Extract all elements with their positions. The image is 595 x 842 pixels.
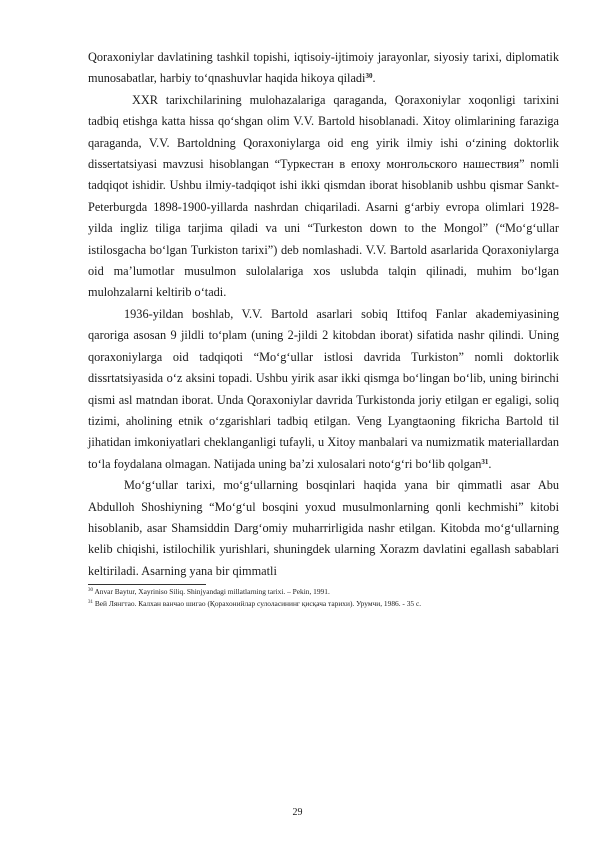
paragraph-4: [88, 475, 559, 582]
paragraph-3: [88, 304, 559, 475]
footnote-number: 31: [88, 599, 93, 605]
footnote-text: Вей Лянгтао. Калхан ванчао шигао (Қорахонийлар сулоласининг қисқача тарихи). Урумчи, 1986. - 35 с.: [93, 598, 422, 608]
footnote-30: [88, 586, 559, 598]
paragraph-tail: .: [372, 71, 376, 86]
paragraph-1: [88, 47, 559, 90]
paragraph-text: Mo‘g‘ullar tarixi, mo‘g‘ullarning bosqinlari haqida yana bir qimmatli asar Abu Abdulloh Shoshiyning “Mo‘g‘ul bosqini yoxud musulmonlarning qonli kechmishi” kitobi hisoblanib, asar Shamsiddin Darg‘omiy muharrirligida nashr etilgan. Kitobda mo‘g‘ullarning kelib chiqishi, istilochilik yurishlari, shuningdek ularning Xorazm davlatini egallash sabablari keltiriladi. Asarning yana bir qimmatli: [88, 478, 559, 578]
footnote-ref-30[interactable]: 30: [365, 72, 373, 81]
paragraph-text: 1936-yildan boshlab, V.V. Bartold asarlari sobiq Ittifoq Fanlar akademiyasining qaroriga asosan 9 jildli to‘plam (uning 2-jildi 2 kitobdan iborat) sifatida nashr qilindi. Uning qoraxoniylarga oid tadqiqoti “Mo‘g‘ullar istlosi davrida Turkiston” nomli doktorlik dissrtatsiyasida o‘z aksini topadi. Ushbu yirik asar ikki qismga bo‘lingan bo‘lib, uning birinchi qismi asl matndan iborat. Unda Qoraxoniylar davrida Turkistonda joriy etilgan er egaligi, soliq tizimi, aholining etnik o‘zgarishlari tadbiq etilgan. Veng Lyangtaoning fikricha Bartold til jihatidan imkoniyatlari cheklanganligi tufayli, u Xitoy manbalari va numizmatik materiallardan to‘la foydalana olmagan. Natijada uning ba’zi xulosalari noto‘g‘ri bo‘lib qolgan: [88, 306, 559, 471]
footnote-divider: [88, 584, 206, 585]
document-page: [88, 47, 559, 609]
footnote-31: [88, 598, 559, 610]
page-number: 29: [292, 807, 303, 818]
paragraph-text: XXR tarixchilarining mulohazalariga qaraganda, Qoraxoniylar xoqonligi tarixini tadbiq etishga katta hissa qo‘shgan olim V.V. Bartold hisoblanadi. Xitoy olimlarining faraziga qaraganda, V.V. Bartoldning Qoraxoniylarga oid eng yirik ilmiy ishi o‘zining doktorlik dissertatsiyasi mavzusi hisoblangan “Туркестан в епоху монгольского нашествия” nomli tadqiqot ishidir. Ushbu ilmiy-tadqiqot ishi ikki qismdan iborat hisoblanib ushbu qismar Sankt-Peterburgda 1898-1900-yillarda nashrdan chiqariladi. Asarni g‘arbiy evropa olimlari 1928-yilda ingliz tiliga tarjima qiladi va uni “Turkeston down to the Mongol” (“Mo‘g‘ullar istilosgacha bo‘lgan Turkiston tarixi”) deb nomlashadi. V.V. Bartold asarlarida Qoraxoniylarga oid ma’lumotlar musulmon sulolalariga xos uslubda talqin qilinadi, muhim bo‘lgan mulohzalarni keltirib o‘tadi.: [88, 92, 559, 300]
footnote-ref-31[interactable]: 31: [481, 457, 489, 466]
paragraph-2: [88, 90, 559, 304]
footnote-number: 30: [88, 588, 93, 594]
paragraph-text: Qoraxoniylar davlatining tashkil topishi, iqtisoiy-ijtimoiy jarayonlar, siyosiy tarixi, diplomatik munosabatlar, harbiy to‘qnashuvlar haqida hikoya qiladi: [88, 50, 559, 86]
paragraph-tail: .: [488, 456, 492, 471]
footnote-text: Anvar Baytur, Xayriniso Siliq. Shinjyandagi millatlarning tarixi. – Pekin, 1991.: [93, 587, 330, 597]
